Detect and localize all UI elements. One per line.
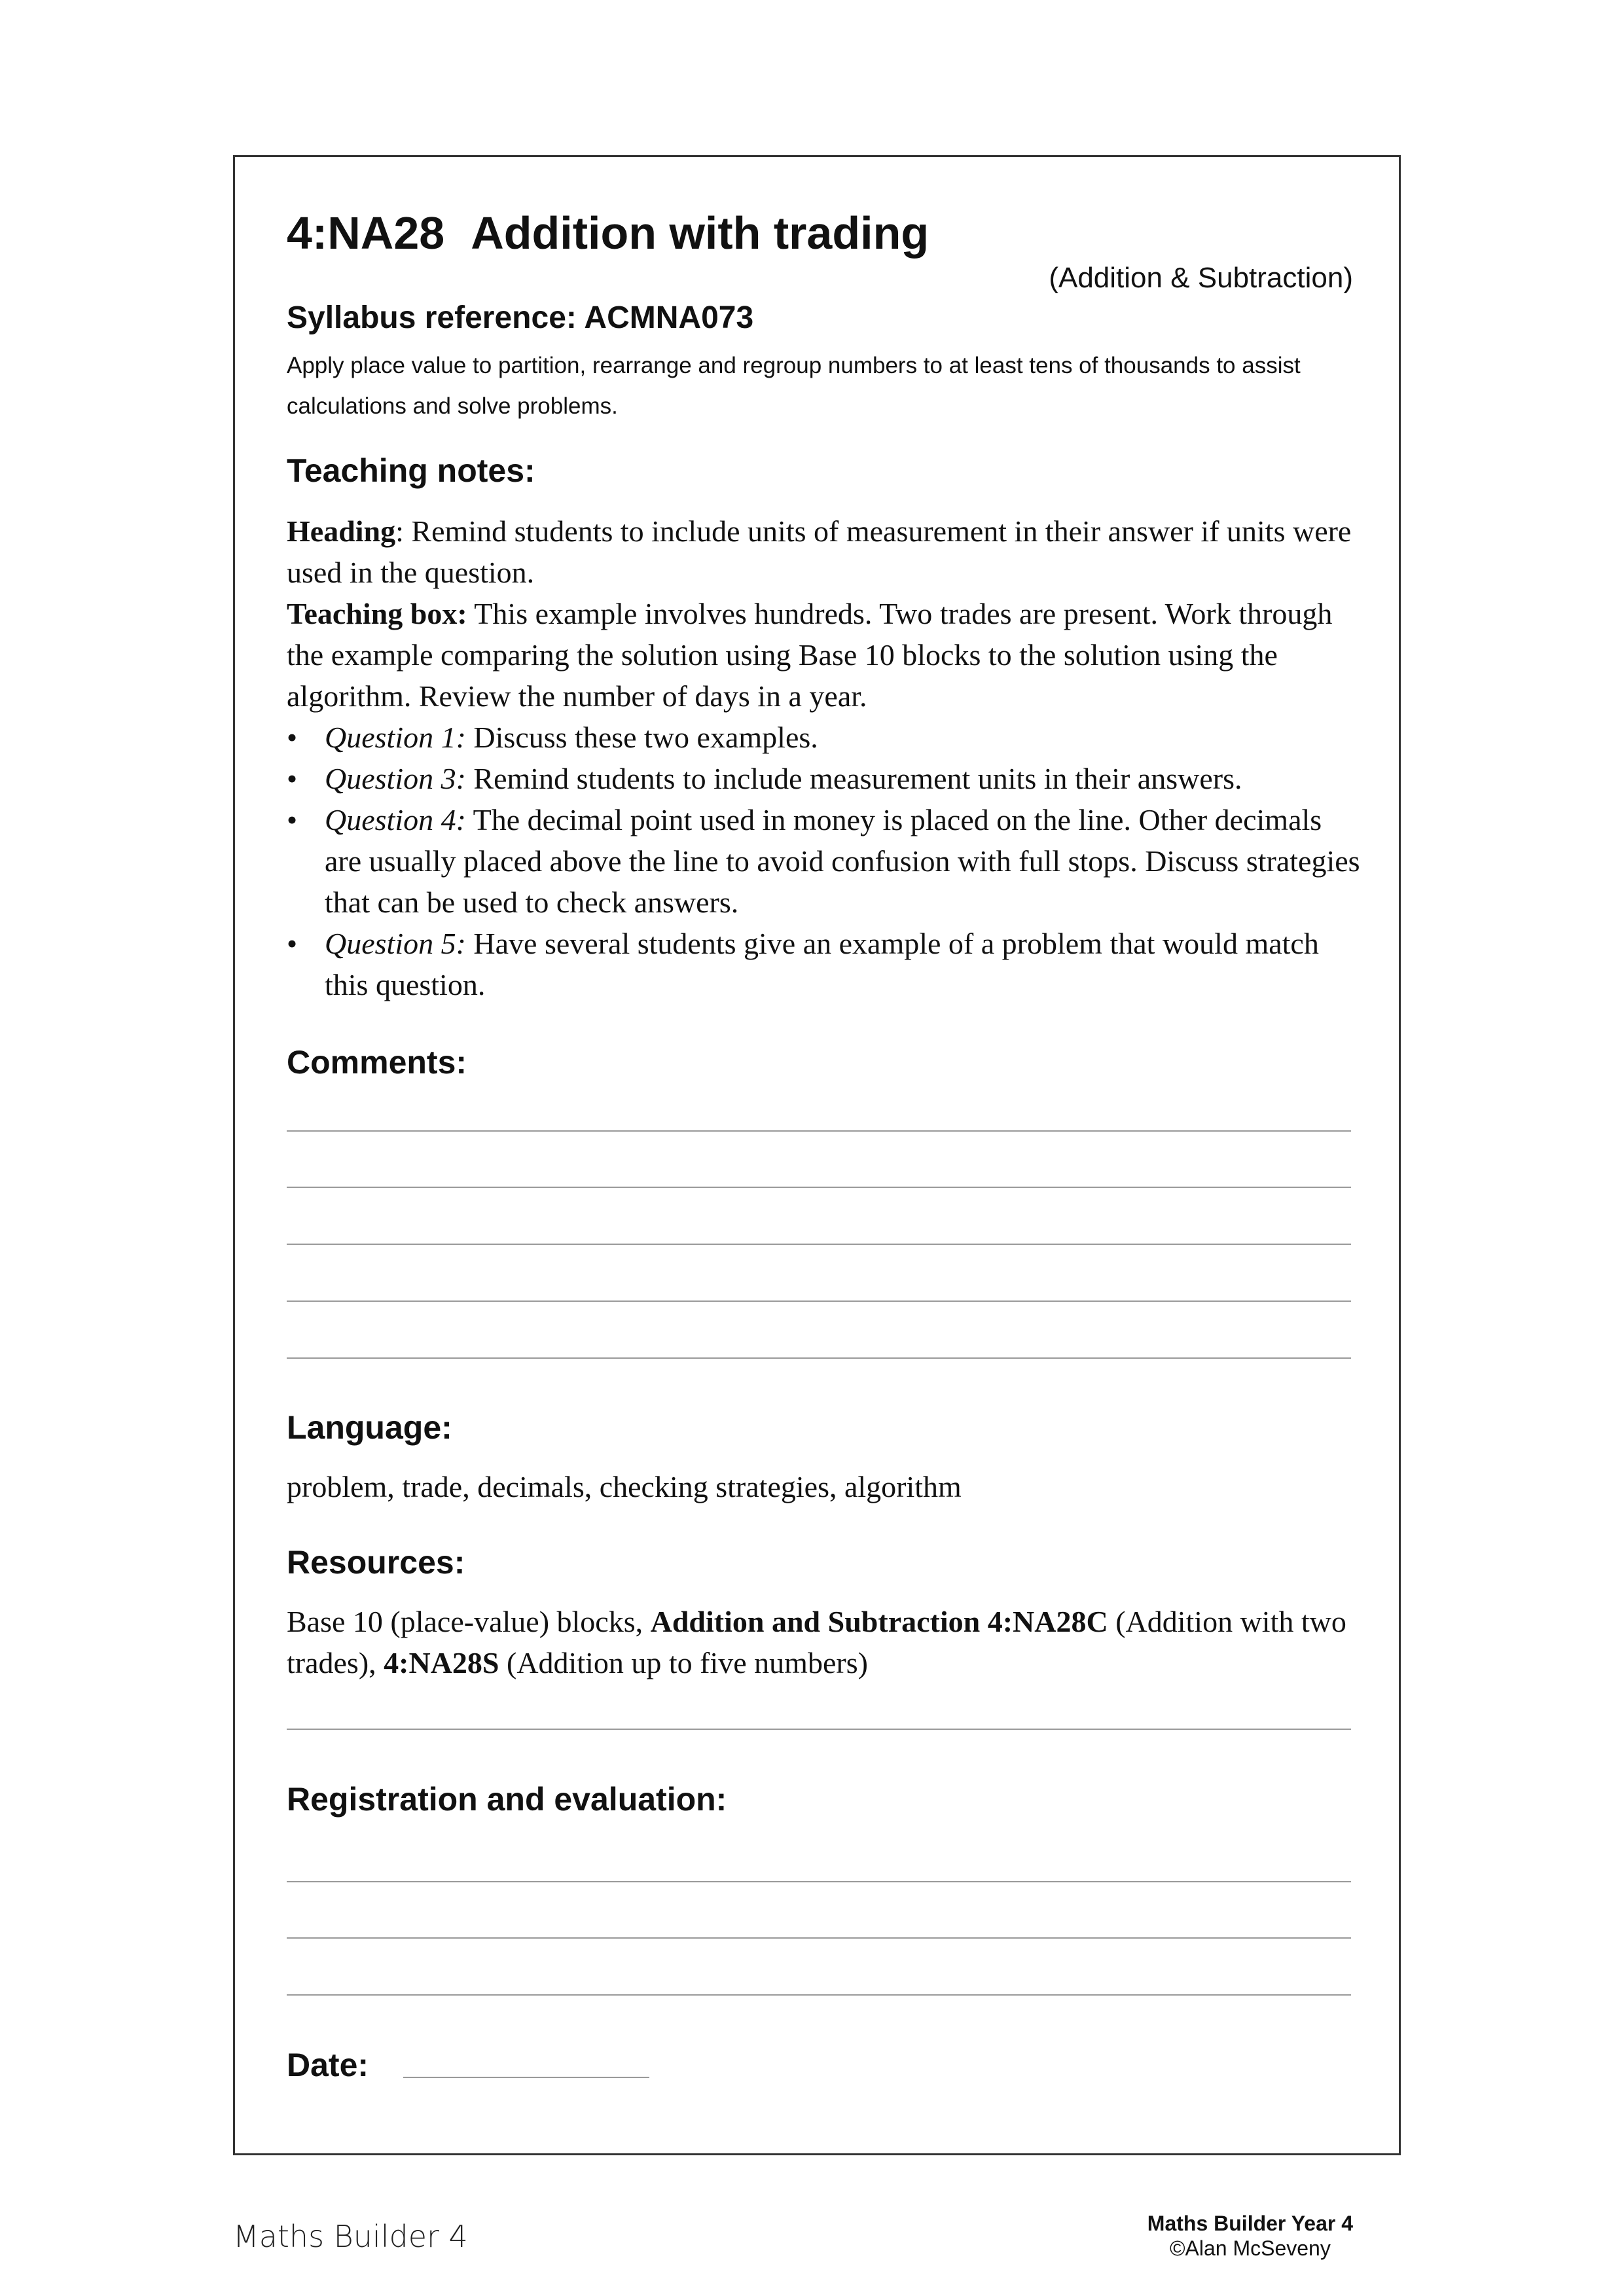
list-item	[287, 717, 1360, 758]
date-line[interactable]	[403, 2077, 649, 2078]
resources-part: Base 10 (place-value) blocks,	[287, 1605, 651, 1638]
registration-heading: Registration and evaluation:	[287, 1781, 727, 1818]
registration-line[interactable]	[287, 1881, 1351, 1882]
date-label: Date:	[287, 2047, 369, 2083]
question-notes-list	[287, 717, 1360, 1005]
question-text: The decimal point used in money is placed on the line. Other decimals are usually placed above the line to avoid confusion with full stops. Discuss strategies that can be used to check answers.	[325, 803, 1360, 919]
resources-text	[287, 1601, 1360, 1683]
teaching-box-label: Teaching box:	[287, 597, 467, 630]
strand-label: (Addition & Subtraction)	[1049, 262, 1353, 294]
footer-book: Maths Builder Year 4	[1147, 2212, 1353, 2235]
resources-part: (Addition up to five numbers)	[499, 1646, 868, 1679]
language-heading: Language:	[287, 1409, 452, 1446]
resources-line[interactable]	[287, 1729, 1351, 1730]
teaching-box-note	[287, 593, 1360, 717]
registration-line[interactable]	[287, 1994, 1351, 1996]
resource-code: 4:NA28S	[384, 1646, 499, 1679]
bullet-icon: •	[287, 803, 298, 836]
bullet-icon: •	[287, 721, 298, 754]
teaching-box-text: This example involves hundreds. Two trades are present. Work through the example comparing the solution using Base 10 blocks to the solution using the algorithm. Review the number of days in a year.	[287, 597, 1333, 713]
resources-heading: Resources:	[287, 1544, 465, 1581]
question-text: Discuss these two examples.	[465, 721, 818, 754]
question-label: Question 4:	[325, 803, 466, 836]
question-text: Have several students give an example of a problem that would match this question.	[325, 927, 1319, 1001]
heading-note-text: : Remind students to include units of measurement in their answer if units were used in the question.	[287, 514, 1352, 589]
bullet-icon: •	[287, 927, 298, 960]
comment-line[interactable]	[287, 1357, 1351, 1359]
question-label: Question 5:	[325, 927, 466, 960]
question-label: Question 3:	[325, 762, 466, 795]
question-text: Remind students to include measurement units in their answers.	[465, 762, 1242, 795]
footer-series: Maths Builder 4	[233, 2219, 468, 2254]
lesson-title-text: Addition with trading	[471, 207, 929, 259]
question-label: Question 1:	[325, 721, 466, 754]
comment-line[interactable]	[287, 1187, 1351, 1188]
comment-line[interactable]	[287, 1130, 1351, 1132]
list-item	[287, 799, 1360, 923]
comment-line[interactable]	[287, 1244, 1351, 1245]
list-item	[287, 923, 1360, 1005]
teaching-notes-body	[287, 511, 1360, 1005]
syllabus-reference: Syllabus reference: ACMNA073	[287, 300, 754, 335]
registration-line[interactable]	[287, 1937, 1351, 1939]
lesson-code: 4:NA28	[287, 207, 445, 259]
footer-copyright: ©Alan McSeveny	[1169, 2236, 1331, 2260]
comments-heading: Comments:	[287, 1044, 467, 1081]
heading-note-label: Heading	[287, 514, 396, 548]
list-item	[287, 758, 1360, 799]
resources-part: (Addition with two trades),	[287, 1605, 1346, 1679]
syllabus-description: Apply place value to partition, rearrange and regroup numbers to at least tens of thousands to assist calculations and solve problems.	[287, 353, 1301, 419]
comment-line[interactable]	[287, 1300, 1351, 1302]
resource-title: Addition and Subtraction 4:NA28C	[650, 1605, 1108, 1638]
lesson-title	[287, 207, 929, 259]
language-text: problem, trade, decimals, checking strategies, algorithm	[287, 1470, 962, 1503]
bullet-icon: •	[287, 762, 298, 795]
heading-note	[287, 511, 1360, 593]
footer-credit	[1147, 2211, 1353, 2261]
teaching-notes-heading: Teaching notes:	[287, 452, 535, 489]
